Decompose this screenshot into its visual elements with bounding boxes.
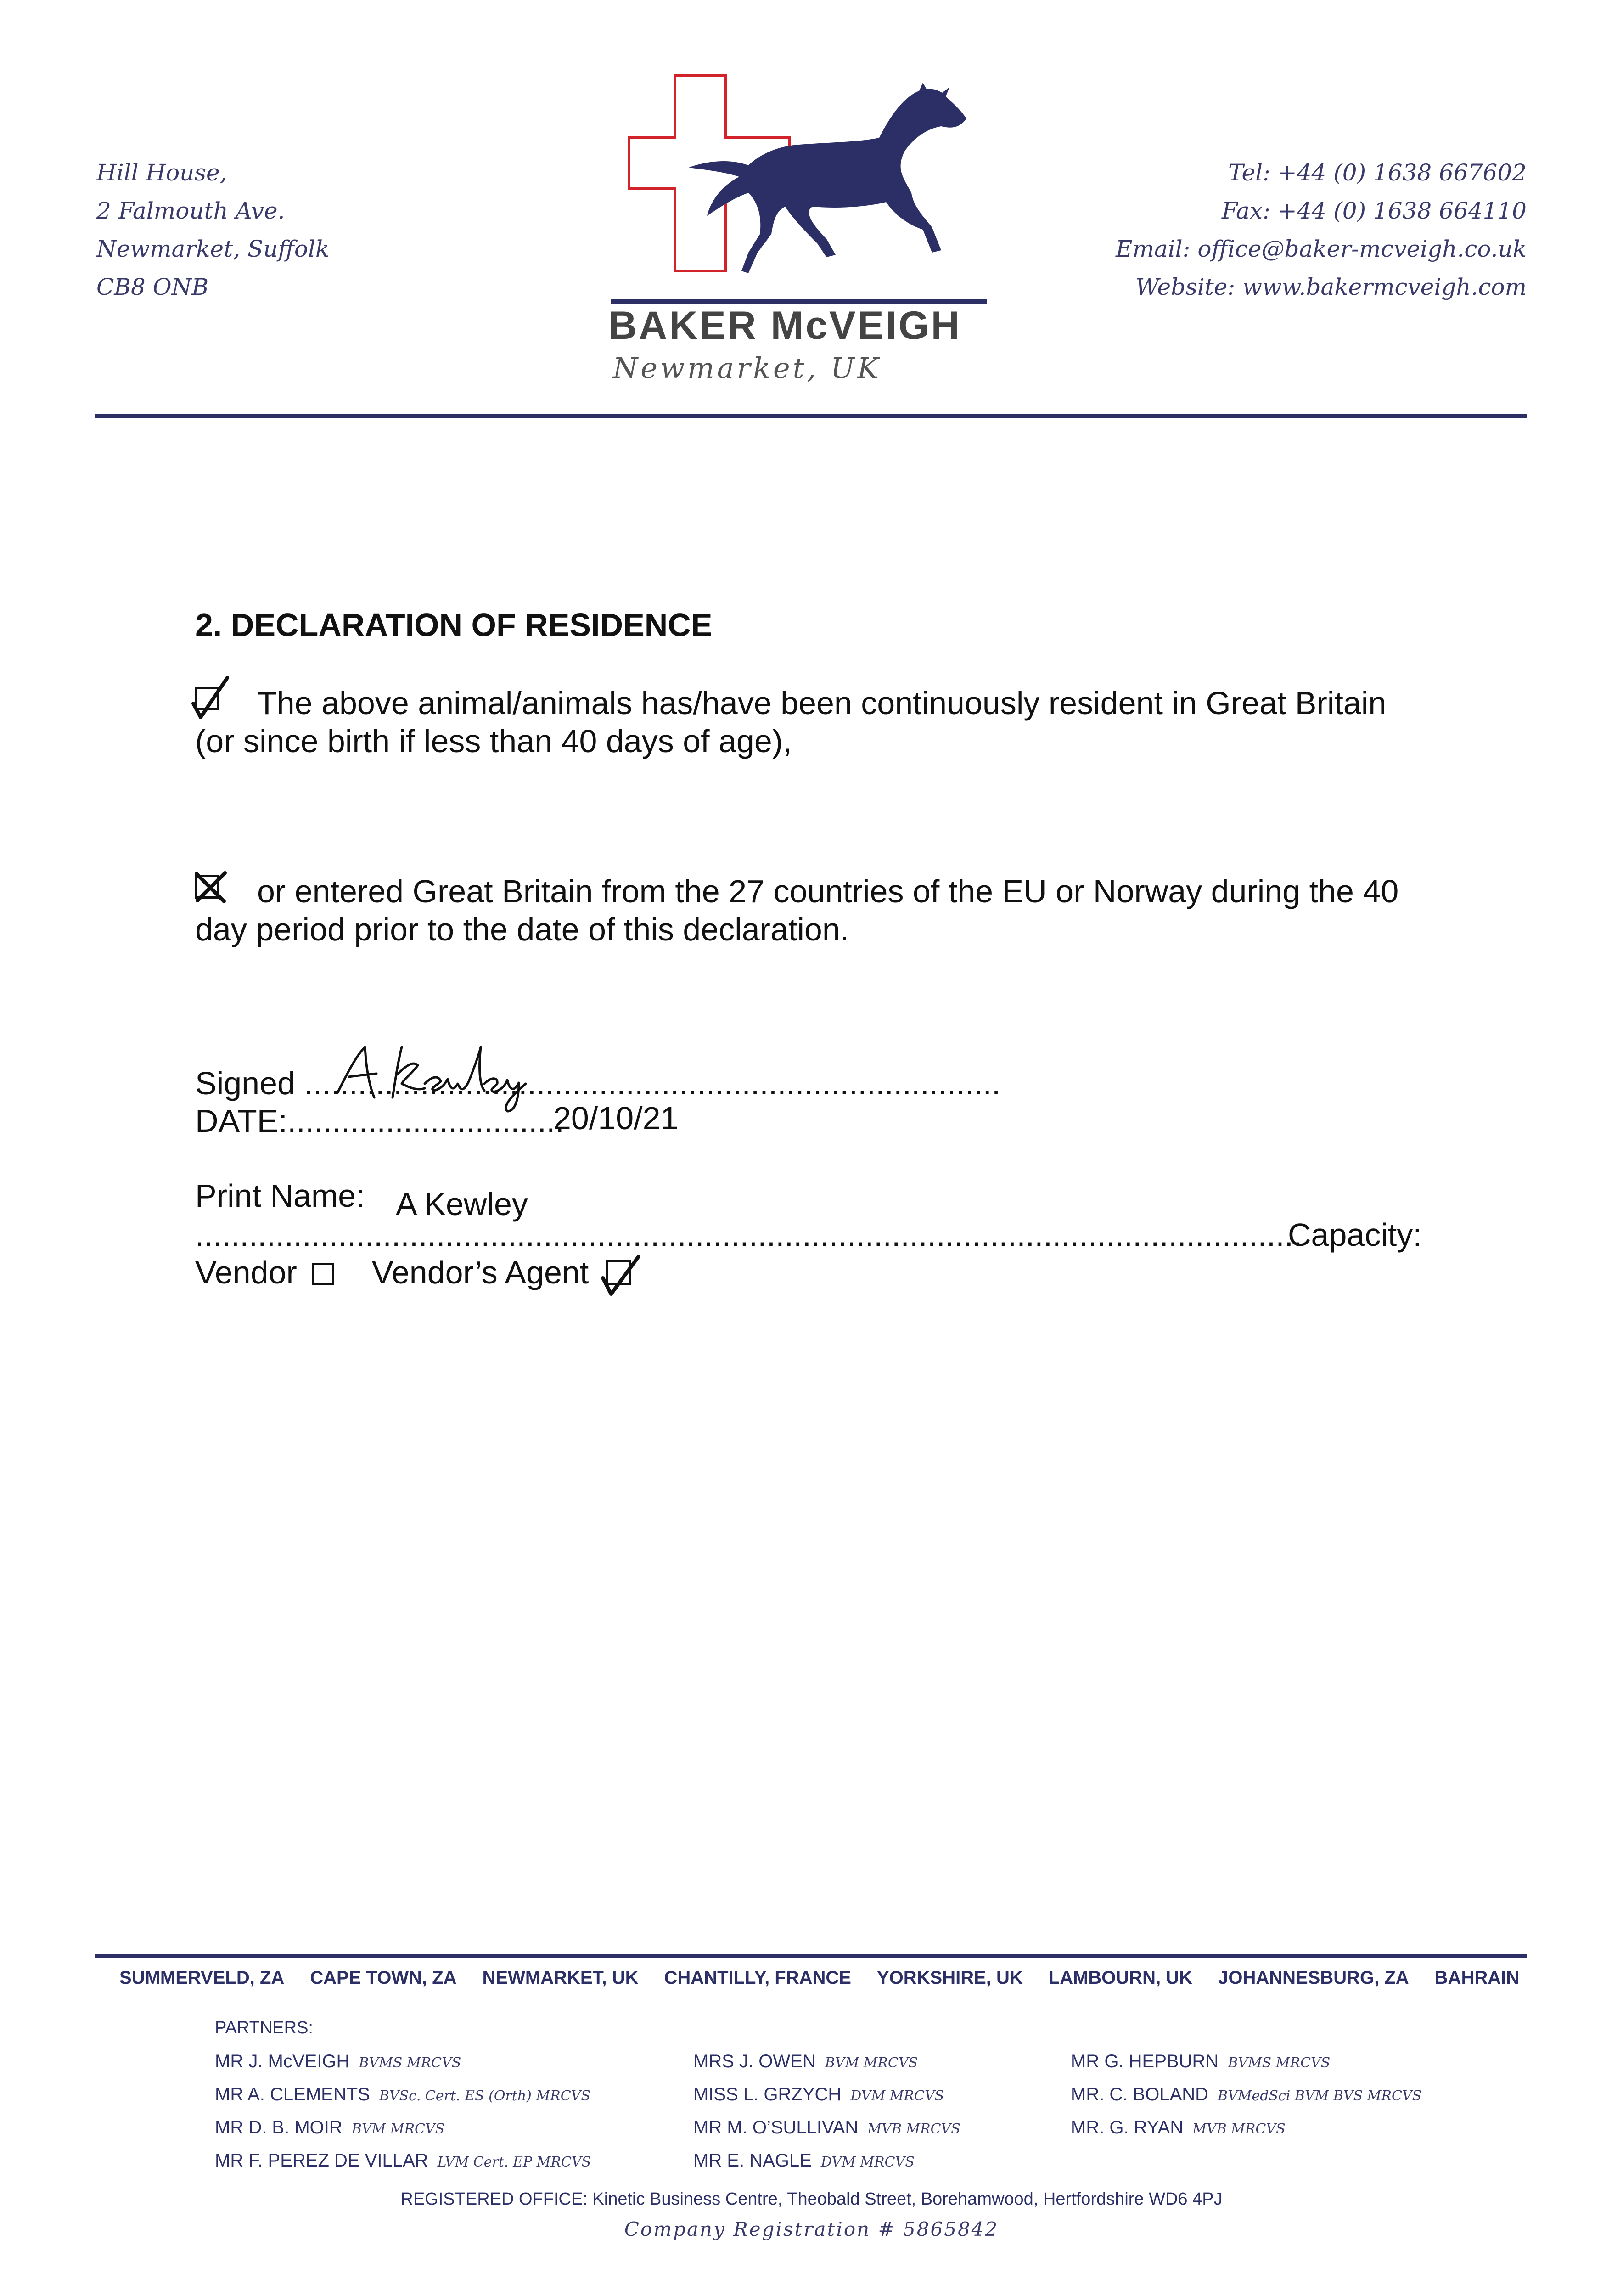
signed-line: Signed .............................................................................. <box>195 1065 1001 1101</box>
partner-name: MR M. O’SULLIVAN <box>693 2117 859 2138</box>
partner-qualifications: BVM MRCVS <box>825 2055 918 2071</box>
address-line: Hill House, <box>96 159 227 186</box>
office-location: JOHANNESBURG, ZA <box>1218 1968 1409 1988</box>
header-divider <box>95 414 1527 418</box>
brand-location: Newmarket, UK <box>613 351 882 385</box>
partner-entry <box>215 2046 591 2079</box>
contact-tel: Tel: +44 (0) 1638 667602 <box>1228 159 1527 186</box>
partner-entry <box>693 2112 960 2145</box>
partner-entry <box>1071 2112 1421 2145</box>
partner-entry <box>215 2079 591 2112</box>
partner-qualifications: MVB MRCVS <box>1192 2121 1286 2137</box>
letterhead-contact <box>1116 154 1527 306</box>
office-locations <box>119 1968 1520 1988</box>
office-location: LAMBOURN, UK <box>1048 1968 1193 1988</box>
vendor-label: Vendor <box>195 1255 297 1290</box>
partner-qualifications: BVSc. Cert. ES (Orth) MRCVS <box>379 2088 590 2104</box>
entered-statement-line: or entered Great Britain from the 27 countries of the EU or Norway during the 40 <box>257 873 1399 909</box>
partner-qualifications: BVM MRCVS <box>351 2121 445 2137</box>
footer-divider <box>95 1954 1527 1958</box>
address-line: 2 Falmouth Ave. <box>96 197 285 224</box>
partner-name: MR F. PEREZ DE VILLAR <box>215 2150 428 2171</box>
company-registration: Company Registration # 5865842 <box>624 2218 999 2240</box>
tick-mark-icon <box>599 1253 643 1299</box>
partner-entry <box>215 2112 591 2145</box>
entered-statement-line: day period prior to the date of this declaration. <box>195 912 849 947</box>
partner-name: MR. G. RYAN <box>1071 2117 1184 2138</box>
partners-column <box>693 2046 960 2178</box>
partner-qualifications: LVM Cert. EP MRCVS <box>437 2154 591 2170</box>
contact-email: Email: office@baker-mcveigh.co.uk <box>1115 236 1527 262</box>
partner-entry <box>693 2046 960 2079</box>
capacity-label: Capacity: <box>1288 1217 1422 1253</box>
office-location: YORKSHIRE, UK <box>876 1968 1023 1988</box>
letterhead-address <box>96 154 329 306</box>
partner-name: MISS L. GRZYCH <box>693 2084 842 2105</box>
partner-name: MR J. McVEIGH <box>215 2051 350 2071</box>
partners-column <box>1071 2046 1421 2145</box>
section-title: 2. DECLARATION OF RESIDENCE <box>195 607 713 643</box>
partners-label: PARTNERS: <box>215 2018 313 2037</box>
office-location: CAPE TOWN, ZA <box>310 1968 457 1988</box>
partner-name: MR E. NAGLE <box>693 2150 812 2171</box>
date-value: 20/10/21 <box>553 1100 679 1136</box>
office-location: NEWMARKET, UK <box>482 1968 639 1988</box>
partner-qualifications: DVM MRCVS <box>820 2154 915 2170</box>
resident-statement-line: (or since birth if less than 40 days of age), <box>195 723 792 759</box>
vendors-agent-label: Vendor’s Agent <box>372 1255 589 1290</box>
cross-mark-icon <box>193 870 230 905</box>
partner-qualifications: BVMedSci BVM BVS MRCVS <box>1218 2088 1422 2104</box>
print-name-value: A Kewley <box>396 1186 528 1222</box>
partner-name: MR. C. BOLAND <box>1071 2084 1209 2105</box>
partner-name: MRS J. OWEN <box>693 2051 816 2071</box>
address-line: Newmarket, Suffolk <box>96 236 330 262</box>
partner-entry <box>693 2145 960 2178</box>
partner-qualifications: DVM MRCVS <box>850 2088 944 2104</box>
tick-mark-icon <box>191 675 232 721</box>
partner-entry <box>693 2079 960 2112</box>
contact-website: Website: www.bakermcveigh.com <box>1135 274 1527 300</box>
print-name-label: Print Name: <box>195 1178 365 1214</box>
resident-statement-line: The above animal/animals has/have been continuously resident in Great Britain <box>257 685 1387 721</box>
office-location: SUMMERVELD, ZA <box>119 1968 285 1988</box>
print-name-dotted-line: ............................................................................................................................ <box>195 1217 1303 1253</box>
partner-entry <box>1071 2046 1421 2079</box>
horse-cross-logo <box>611 69 987 326</box>
partner-qualifications: BVMS MRCVS <box>359 2055 461 2071</box>
office-location: BAHRAIN <box>1434 1968 1520 1988</box>
galloping-horse-icon <box>689 83 966 273</box>
registered-office: REGISTERED OFFICE: Kinetic Business Centre, Theobald Street, Borehamwood, Hertfordshire WD6 4PJ <box>400 2189 1223 2209</box>
partner-name: MR D. B. MOIR <box>215 2117 343 2138</box>
partner-qualifications: MVB MRCVS <box>867 2121 960 2137</box>
partner-entry <box>1071 2079 1421 2112</box>
vendor-checkbox[interactable] <box>312 1263 334 1285</box>
partner-name: MR A. CLEMENTS <box>215 2084 370 2105</box>
contact-fax: Fax: +44 (0) 1638 664110 <box>1221 197 1527 224</box>
partners-column <box>215 2046 591 2178</box>
partner-qualifications: BVMS MRCVS <box>1228 2055 1331 2071</box>
office-location: CHANTILLY, FRANCE <box>664 1968 851 1988</box>
brand-name: BAKER McVEIGH <box>608 304 961 348</box>
date-line: DATE:............................... <box>195 1103 564 1139</box>
partner-name: MR G. HEPBURN <box>1071 2051 1219 2071</box>
partner-entry <box>215 2145 591 2178</box>
address-line: CB8 ONB <box>96 274 209 300</box>
